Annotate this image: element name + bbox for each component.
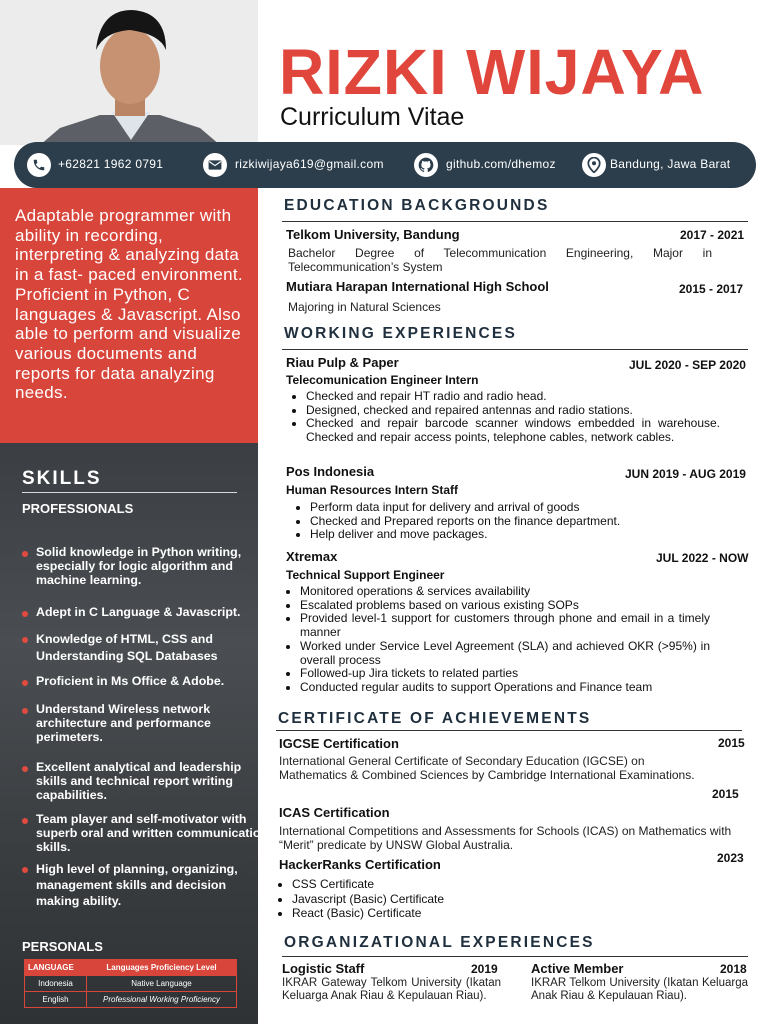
table-row	[25, 992, 237, 1008]
certificate-year: 2015	[712, 787, 739, 801]
school-desc: Bachelor Degree of Telecommunication Engineering, Major in Telecommunication’s System	[288, 246, 712, 274]
certificate-year: 2015	[718, 736, 745, 750]
skill-item: Team player and self-motivator with superb oral and written communication skills.	[22, 812, 271, 854]
company-name: Pos Indonesia	[286, 464, 375, 479]
table-cell: Professional Working Proficiency	[87, 992, 237, 1008]
list-item: • Escalated problems based on various existing SOPs	[300, 599, 710, 613]
school-name: Telkom University, Bandung	[286, 227, 460, 242]
org-desc: IKRAR Gateway Telkom University (Ikatan Keluarga Anak Riau & Kepulauan Riau).	[282, 977, 501, 1002]
section-divider	[282, 221, 748, 222]
skill-item: Proficient in Ms Office & Adobe.	[22, 674, 271, 688]
section-divider	[282, 349, 748, 350]
bullet-dot-icon	[22, 867, 28, 873]
table-header-row	[25, 960, 237, 976]
list-item: • Designed, checked and repaired antennas and radio stations.	[306, 404, 720, 418]
phone-icon	[27, 153, 51, 177]
personals-heading: PERSONALS	[22, 939, 103, 954]
certificate-desc: International Competitions and Assessments for Schools (ICAS) on Mathematics with “Merit” predicate by UNSW Global Australia.	[279, 824, 732, 852]
certificate-name: IGCSE Certification	[279, 736, 399, 751]
org-role: Active Member	[531, 961, 624, 976]
location-pin-icon	[582, 153, 606, 177]
skills-heading: SKILLS	[22, 468, 102, 489]
job-role: Telecomunication Engineer Intern	[286, 373, 479, 387]
list-item: • CSS Certificate	[292, 877, 592, 892]
list-item: • Provided level-1 support for customers through phone and email in a timely manner	[300, 612, 710, 639]
table-header-cell: LANGUAGE	[25, 960, 87, 976]
job-dates: JUN 2019 - AUG 2019	[625, 467, 746, 481]
job-bullets	[292, 390, 720, 445]
bullet-dot-icon	[22, 818, 28, 824]
skills-divider	[22, 492, 237, 493]
table-cell: Native Language	[87, 976, 237, 992]
certificate-name: HackerRanks Certification	[279, 857, 441, 872]
company-name: Xtremax	[286, 549, 338, 564]
list-item: • Followed-up Jira tickets to related parties	[300, 667, 710, 681]
org-role: Logistic Staff	[282, 961, 365, 976]
org-year: 2019	[471, 962, 498, 976]
job-role: Human Resources Intern Staff	[286, 483, 459, 497]
skill-item: Understand Wireless network architecture and performance perimeters.	[22, 702, 271, 744]
education-heading: EDUCATION BACKGROUNDS	[284, 197, 550, 214]
section-divider	[282, 956, 748, 957]
work-heading: WORKING EXPERIENCES	[284, 325, 517, 342]
certificate-name: ICAS Certification	[279, 805, 390, 820]
cv-subtitle: Curriculum Vitae	[280, 103, 465, 131]
job-dates: JUL 2020 - SEP 2020	[629, 358, 746, 372]
table-row	[25, 976, 237, 992]
certificates-heading: CERTIFICATE OF ACHIEVEMENTS	[278, 710, 592, 727]
skill-item: High level of planning, organizing, management skills and decision making ability.	[22, 861, 271, 909]
company-name: Riau Pulp & Paper	[286, 355, 399, 370]
phone-number[interactable]: +62821 1962 0791	[58, 157, 164, 171]
github-icon	[414, 153, 438, 177]
list-item: • React (Basic) Certificate	[292, 906, 592, 921]
org-year: 2018	[720, 962, 747, 976]
list-item: • Checked and repair barcode scanner windows embedded in warehouse. Checked and repair access points, telephone cables, network cables.	[306, 417, 720, 444]
skill-item: Adept in C Language & Javascript.	[22, 605, 271, 619]
bullet-dot-icon	[22, 680, 28, 686]
summary-text: Adaptable programmer with ability in recording, interpreting & analyzing data in a fast- paced environment. Proficient in Python, C languages & Javascript. Also able to perform and visualize various documents and reports for data analyzing needs.	[15, 206, 243, 403]
github-link[interactable]: github.com/dhemoz	[446, 157, 556, 171]
list-item: • Help deliver and move packages.	[310, 528, 730, 542]
bullet-dot-icon	[22, 766, 28, 772]
profile-photo	[0, 0, 258, 145]
skill-item: Solid knowledge in Python writing, especially for logic algorithm and machine learning.	[22, 545, 271, 587]
job-role: Technical Support Engineer	[286, 568, 445, 582]
list-item: • Checked and repair HT radio and radio head.	[306, 390, 720, 404]
section-divider	[276, 730, 742, 731]
skill-item: Excellent analytical and leadership skills and technical report writing capabilities.	[22, 760, 271, 802]
certificate-desc: International General Certificate of Secondary Education (IGCSE) on Mathematics & Combined Sciences by Cambridge International Examinations.	[279, 754, 695, 782]
org-desc: IKRAR Telkom University (Ikatan Keluarga Anak Riau & Kepulauan Riau).	[531, 977, 748, 1002]
job-bullets	[296, 501, 730, 542]
school-desc: Majoring in Natural Sciences	[288, 300, 441, 314]
bullet-dot-icon	[22, 637, 28, 643]
list-item: • Perform data input for delivery and arrival of goods	[310, 501, 730, 515]
location: Bandung, Jawa Barat	[610, 157, 731, 171]
job-dates: JUL 2022 - NOW	[656, 551, 749, 565]
table-cell: English	[25, 992, 87, 1008]
language-table	[24, 959, 237, 1008]
bullet-dot-icon	[22, 611, 28, 617]
list-item: • Checked and Prepared reports on the finance department.	[310, 515, 730, 529]
school-years: 2015 - 2017	[679, 282, 744, 296]
school-years: 2017 - 2021	[680, 228, 745, 242]
list-item: • Conducted regular audits to support Operations and Finance team	[300, 681, 710, 695]
organizational-heading: ORGANIZATIONAL EXPERIENCES	[284, 934, 595, 951]
list-item: • Worked under Service Level Agreement (SLA) and achieved OKR (>95%) in overall process	[300, 640, 710, 667]
bullet-dot-icon	[22, 708, 28, 714]
bullet-dot-icon	[22, 551, 28, 557]
professionals-heading: PROFESSIONALS	[22, 501, 134, 516]
skill-item: Knowledge of HTML, CSS and Understanding SQL Databases	[22, 631, 271, 665]
job-bullets	[286, 585, 710, 695]
mail-icon	[203, 153, 227, 177]
certificate-bullets	[278, 877, 592, 921]
list-item: • Javascript (Basic) Certificate	[292, 892, 592, 907]
table-cell: Indonesia	[25, 976, 87, 992]
school-name: Mutiara Harapan International High School	[286, 279, 549, 294]
email-address[interactable]: rizkiwijaya619@gmail.com	[235, 157, 384, 171]
certificate-year: 2023	[717, 851, 744, 865]
table-header-cell: Languages Proficiency Level	[87, 960, 237, 976]
list-item: • Monitored operations & services availability	[300, 585, 710, 599]
candidate-name: RIZKI WIJAYA	[279, 36, 705, 108]
